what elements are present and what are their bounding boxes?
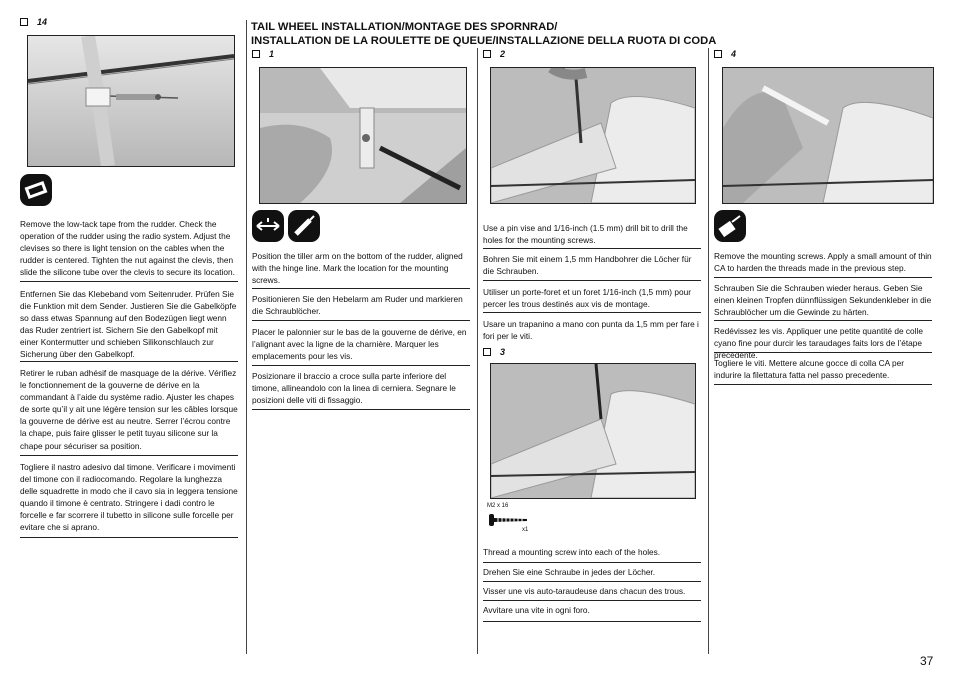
column-divider-2 (477, 48, 478, 654)
col2-para-en: Position the tiller arm on the bottom of the rudder, aligned with the hinge line. Mark the location for the mounting screws. (252, 251, 463, 286)
col4-rule-3 (714, 352, 932, 353)
col3-rule-7 (483, 621, 701, 622)
screw-size-label: M2 x 16 (487, 503, 509, 509)
step-4-label (714, 49, 736, 59)
step-3-label (483, 347, 505, 357)
col1-para-it: Togliere il nastro adesivo dal timone. Verificare i movimenti del timone con il radiocomando. Regolare la lunghezza delle squadrette in modo che il cavo sia in leggera tensione quando il timone è centrato. Stringere i dadi contro le forcelle e far scorrere il tubetto in silicone sulle forcelle per evitare che si aprano. (20, 462, 238, 533)
col4-para-it: Togliere le viti. Mettere alcune gocce di colla CA per indurire la filettatura fatta nel passo precedente. (714, 358, 905, 381)
col4-rule-4 (714, 384, 932, 385)
col1-para-de: Entfernen Sie das Klebeband vom Seitenruder. Prüfen Sie die Funktion mit dem Sender. Justieren Sie die Gabelköpfe so dass etwas Spannung auf den Bodezügen liegt wenn das Ruder zentriert ist. Sichern Sie den Gabelkopf mit einer Kontermutter und schieben Silikonschlauch zur Sicherung über den Gabelkopf. (20, 289, 237, 360)
step-number: 4 (731, 49, 737, 59)
tape-icon (20, 174, 52, 206)
step-number: 3 (500, 347, 506, 357)
step-number: 1 (269, 49, 275, 59)
col3-step3-para-de: Drehen Sie eine Schraube in jedes der Löcher. (483, 567, 656, 577)
rudder-clevis-illustration (28, 36, 234, 166)
col1-rule-1 (20, 281, 238, 282)
col3-step2-para-en: Use a pin vise and 1/16-inch (1.5 mm) drill bit to drill the holes for the mounting screws. (483, 223, 688, 246)
col4-para-de: Schrauben Sie die Schrauben wieder heraus. Geben Sie einen kleinen Tropfen dünnflüssigen Sekundenkleber in die Schraublöcher um die Gewinde zu härten. (714, 283, 932, 318)
step-checkbox[interactable] (714, 50, 722, 58)
photo-step-3 (490, 363, 696, 499)
step-2-label (483, 49, 505, 59)
col4-rule-1 (714, 277, 932, 278)
screw-install-illustration (491, 364, 695, 498)
col3-step2-para-it: Usare un trapanino a mano con punta da 1,5 mm per fare i fori per le viti. (483, 319, 699, 342)
screw-callout (487, 503, 547, 537)
col1-rule-4 (20, 537, 238, 538)
col1-para-fr: Retirer le ruban adhésif de masquage de la dérive. Vérifiez le fonctionnement de la gouverne de dérive en la commandant à l’aide du système radio. Ajuster les chapes de sorte qu’il y ait une légère tension sur les câbles lorsque la gouverne de dérive est au neutre. Serrer l’écrou contre la chape, puis faire glisser le petit tuyau silicone sur la chape pour sécuriser sa position. (20, 368, 238, 451)
tiller-arm-illustration (260, 68, 466, 203)
screw-icon (489, 514, 529, 526)
step-number: 14 (37, 17, 48, 27)
col2-rule-2 (252, 320, 470, 321)
col4-para-fr: Redévissez les vis. Appliquer une petite quantité de colle cyano fine pour durcir les taraudages faits lors de l’étape précédente. (714, 326, 923, 361)
col1-rule-2 (20, 361, 238, 362)
photo-step-4 (722, 67, 934, 204)
col3-step2-para-fr: Utiliser un porte-foret et un foret 1/16-inch (1,5 mm) pour percer les trous destinés aux vis de montage. (483, 287, 691, 310)
step-checkbox[interactable] (20, 18, 28, 26)
section-title-line2: INSTALLATION DE LA ROULETTE DE QUEUE/INSTALLAZIONE DELLA RUOTA DI CODA (251, 35, 717, 47)
col1-rule-3 (20, 455, 238, 456)
step-checkbox[interactable] (483, 348, 491, 356)
screw-quantity: x1 (522, 527, 529, 533)
col2-para-it: Posizionare il braccio a croce sulla parte inferiore del timone, allineandolo con la linea di cerniera. Segnare le posizioni delle viti di fissaggio. (252, 371, 456, 406)
section-title-line1: TAIL WHEEL INSTALLATION/MONTAGE DES SPORNRAD/ (251, 21, 558, 33)
col2-rule-4 (252, 409, 470, 410)
measure-icon (252, 210, 284, 242)
col3-step3-para-en: Thread a mounting screw into each of the holes. (483, 547, 661, 557)
col3-step3-para-fr: Visser une vis auto-taraudeuse dans chacun des trous. (483, 586, 686, 596)
step-checkbox[interactable] (483, 50, 491, 58)
page-number: 37 (920, 654, 934, 668)
col3-rule-5 (483, 581, 701, 582)
marker-pen-icon (288, 210, 320, 242)
section-title (251, 20, 716, 48)
col4-para-en: Remove the mounting screws. Apply a small amount of thin CA to harden the threads made in the previous step. (714, 251, 932, 274)
step-number: 2 (500, 49, 506, 59)
glue-bottle-icon (714, 210, 746, 242)
col2-para-fr: Placer le palonnier sur le bas de la gouverne de dérive, en l’alignant avec la ligne de la charnière. Marquer les emplacements pour les vis. (252, 327, 467, 362)
col1-para-en: Remove the low-tack tape from the rudder. Check the operation of the rudder using the radio system. Adjust the clevises so there is light tension on the cables when the rudder is centered. Tighten the nut against the clevis, then slide the silicone tube over the clevis to secure its location. (20, 219, 235, 278)
col3-rule-4 (483, 562, 701, 563)
column-divider-1 (246, 20, 247, 654)
col3-step3-para-it: Avvitare una vite in ogni foro. (483, 605, 590, 615)
step-checkbox[interactable] (252, 50, 260, 58)
col3-rule-2 (483, 280, 701, 281)
col2-rule-1 (252, 288, 470, 289)
photo-step-1 (259, 67, 467, 204)
col3-step2-para-de: Bohren Sie mit einem 1,5 mm Handbohrer die Löcher für die Schrauben. (483, 254, 692, 277)
step-14-label (20, 17, 47, 27)
col3-rule-6 (483, 600, 701, 601)
col4-rule-2 (714, 320, 932, 321)
column-divider-3 (708, 48, 709, 654)
col2-rule-3 (252, 365, 470, 366)
col2-para-de: Positionieren Sie den Hebelarm am Ruder und markieren die Schraublöcher. (252, 294, 463, 317)
step-1-label (252, 49, 274, 59)
col3-rule-1 (483, 248, 701, 249)
photo-step-14 (27, 35, 235, 167)
photo-step-2 (490, 67, 696, 204)
drilling-illustration (491, 68, 695, 203)
glue-application-illustration (723, 68, 933, 203)
col3-rule-3 (483, 312, 701, 313)
